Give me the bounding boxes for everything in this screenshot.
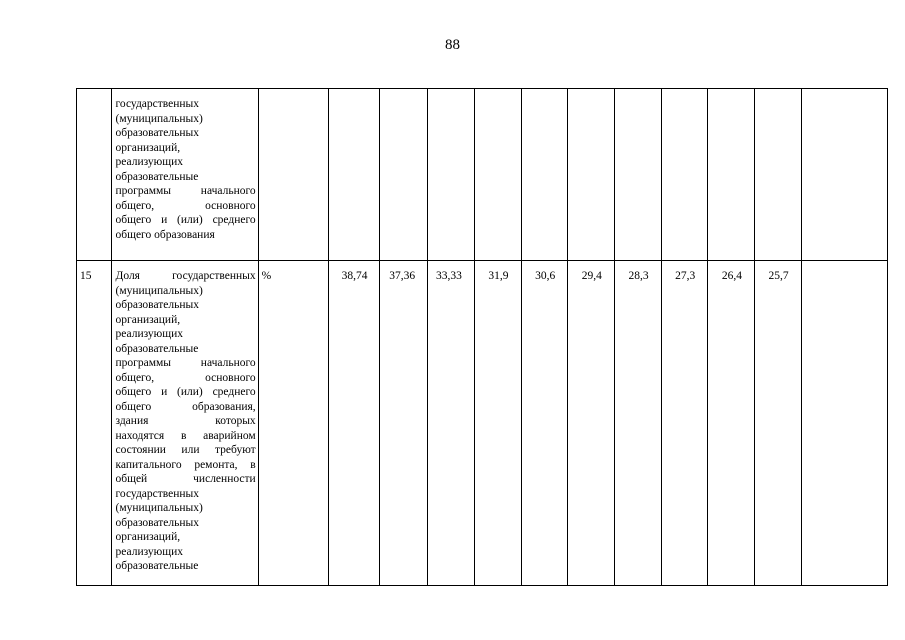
description-line: реализующих xyxy=(115,156,183,168)
page-number: 88 xyxy=(445,37,460,53)
indicator-description-cell xyxy=(111,261,258,586)
value-cell: 30,6 xyxy=(521,261,568,586)
value-cell: 28,3 xyxy=(614,261,661,586)
description-line: реализующих xyxy=(115,328,183,340)
description-line: образовательных xyxy=(115,516,200,529)
table-row xyxy=(77,261,888,586)
value-cell xyxy=(328,89,380,261)
description-line: находятся в аварийном xyxy=(115,429,256,442)
value-cell xyxy=(708,89,755,261)
value-cell xyxy=(754,89,801,261)
value-cell xyxy=(380,89,428,261)
description-line: общего, основного xyxy=(115,199,256,212)
description-line: общей численности xyxy=(115,473,256,485)
value-cell: 33,33 xyxy=(428,261,475,586)
description-line: (муниципальных) xyxy=(115,112,203,125)
indicator-description-cell xyxy=(111,89,258,261)
description-line: программы начального xyxy=(115,185,256,197)
description-line: образовательных xyxy=(115,127,200,139)
description-line: государственных xyxy=(115,487,200,500)
value-cell: 26,4 xyxy=(708,261,755,586)
value-cell xyxy=(614,89,661,261)
description-line: Доля государственных xyxy=(115,270,256,282)
value-cell xyxy=(568,89,615,261)
value-cell xyxy=(661,89,708,261)
description-line: общего и (или) среднего xyxy=(115,214,256,226)
description-line: организаций, xyxy=(115,141,181,154)
value-cell: 29,4 xyxy=(568,261,615,586)
value-cell xyxy=(521,89,568,261)
description-line: образовательных xyxy=(115,299,200,311)
description-line: программы начального xyxy=(115,357,256,369)
value-cell: 25,7 xyxy=(754,261,801,586)
row-index-cell: 15 xyxy=(77,261,112,586)
description-line: капитального ремонта, в xyxy=(115,458,256,471)
description-line: организаций, xyxy=(115,313,181,326)
description-line: состоянии или требуют xyxy=(115,444,256,456)
description-line: (муниципальных) xyxy=(115,284,203,297)
indicator-table xyxy=(76,88,888,586)
description-line: общего образования xyxy=(115,228,215,241)
description-line: образовательные xyxy=(115,560,199,572)
value-cell xyxy=(428,89,475,261)
description-line: общего и (или) среднего xyxy=(115,386,256,398)
value-cell: 31,9 xyxy=(474,261,521,586)
value-cell: 37,36 xyxy=(380,261,428,586)
value-cell xyxy=(801,89,887,261)
description-line: организаций, xyxy=(115,531,181,543)
description-line: общего, основного xyxy=(115,371,256,384)
description-line: образовательные xyxy=(115,342,199,355)
description-line: образовательные xyxy=(115,170,199,183)
description-line: здания которых xyxy=(115,415,256,427)
description-line: общего образования, xyxy=(115,400,256,413)
unit-cell xyxy=(258,89,328,261)
description-line: реализующих xyxy=(115,545,183,558)
value-cell xyxy=(801,261,887,586)
value-cell: 38,74 xyxy=(328,261,380,586)
value-cell: 27,3 xyxy=(661,261,708,586)
description-line: государственных xyxy=(115,98,200,110)
row-index-cell xyxy=(77,89,112,261)
unit-cell: % xyxy=(258,261,328,586)
value-cell xyxy=(474,89,521,261)
description-line: (муниципальных) xyxy=(115,502,203,514)
table-row xyxy=(77,89,888,261)
